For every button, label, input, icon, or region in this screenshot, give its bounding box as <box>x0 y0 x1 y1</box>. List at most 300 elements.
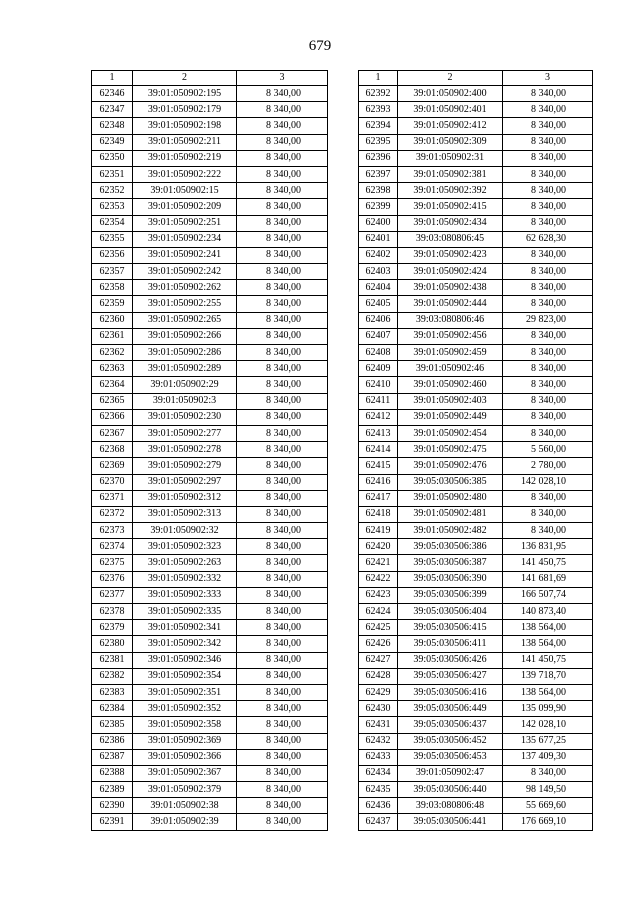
row-number: 62401 <box>359 231 398 247</box>
cadastral-number: 39:05:030506:415 <box>398 620 503 636</box>
cadastral-value: 8 340,00 <box>237 636 328 652</box>
cadastral-number: 39:01:050902:46 <box>398 361 503 377</box>
row-number: 62396 <box>359 150 398 166</box>
cadastral-number: 39:01:050902:209 <box>133 199 237 215</box>
cadastral-value: 8 340,00 <box>503 328 593 344</box>
table-row <box>359 393 593 409</box>
table-row <box>359 361 593 377</box>
cadastral-value: 8 340,00 <box>503 523 593 539</box>
table-row <box>92 377 328 393</box>
row-number: 62352 <box>92 183 133 199</box>
table-row <box>359 684 593 700</box>
table-row <box>92 345 328 361</box>
row-number: 62385 <box>92 717 133 733</box>
cadastral-number: 39:01:050902:379 <box>133 782 237 798</box>
cadastral-number: 39:01:050902:198 <box>133 118 237 134</box>
cadastral-value: 8 340,00 <box>237 264 328 280</box>
table-row <box>92 555 328 571</box>
cadastral-value: 8 340,00 <box>237 733 328 749</box>
cadastral-value: 8 340,00 <box>237 458 328 474</box>
row-number: 62363 <box>92 361 133 377</box>
table-row <box>92 636 328 652</box>
cadastral-number: 39:03:080806:48 <box>398 798 503 814</box>
cadastral-number: 39:01:050902:459 <box>398 345 503 361</box>
cadastral-value: 98 149,50 <box>503 782 593 798</box>
cadastral-value: 8 340,00 <box>237 150 328 166</box>
table-row <box>92 361 328 377</box>
table-row <box>92 231 328 247</box>
table-row <box>359 587 593 603</box>
table-row <box>359 102 593 118</box>
row-number: 62359 <box>92 296 133 312</box>
cadastral-value: 8 340,00 <box>503 296 593 312</box>
row-number: 62347 <box>92 102 133 118</box>
cadastral-value: 8 340,00 <box>503 506 593 522</box>
cadastral-number: 39:01:050902:277 <box>133 425 237 441</box>
row-number: 62364 <box>92 377 133 393</box>
table-row <box>359 539 593 555</box>
cadastral-value: 8 340,00 <box>237 684 328 700</box>
row-number: 62388 <box>92 765 133 781</box>
cadastral-number: 39:01:050902:222 <box>133 166 237 182</box>
row-number: 62416 <box>359 474 398 490</box>
cadastral-value: 8 340,00 <box>503 393 593 409</box>
cadastral-value: 8 340,00 <box>237 652 328 668</box>
cadastral-number: 39:05:030506:399 <box>398 587 503 603</box>
cadastral-number: 39:01:050902:333 <box>133 587 237 603</box>
cadastral-number: 39:01:050902:47 <box>398 765 503 781</box>
cadastral-number: 39:01:050902:415 <box>398 199 503 215</box>
table-row <box>359 183 593 199</box>
table-row <box>92 442 328 458</box>
row-number: 62391 <box>92 814 133 830</box>
row-number: 62395 <box>359 134 398 150</box>
cadastral-number: 39:05:030506:385 <box>398 474 503 490</box>
table-row <box>92 733 328 749</box>
cadastral-value: 8 340,00 <box>237 312 328 328</box>
row-number: 62420 <box>359 539 398 555</box>
cadastral-value: 139 718,70 <box>503 668 593 684</box>
table-row <box>359 765 593 781</box>
row-number: 62414 <box>359 442 398 458</box>
row-number: 62410 <box>359 377 398 393</box>
page-number: 679 <box>308 38 332 54</box>
table-row <box>92 684 328 700</box>
cadastral-number: 39:01:050902:3 <box>133 393 237 409</box>
cadastral-number: 39:01:050902:219 <box>133 150 237 166</box>
cadastral-value: 8 340,00 <box>237 361 328 377</box>
cadastral-value: 8 340,00 <box>503 247 593 263</box>
cadastral-value: 29 823,00 <box>503 312 593 328</box>
table-row <box>359 798 593 814</box>
table-row <box>359 717 593 733</box>
cadastral-value: 62 628,30 <box>503 231 593 247</box>
table-row <box>92 765 328 781</box>
cadastral-value: 8 340,00 <box>237 345 328 361</box>
row-number: 62412 <box>359 409 398 425</box>
cadastral-value: 8 340,00 <box>503 215 593 231</box>
cadastral-value: 8 340,00 <box>237 765 328 781</box>
cadastral-value: 8 340,00 <box>237 166 328 182</box>
row-number: 62346 <box>92 86 133 102</box>
cadastral-value: 8 340,00 <box>237 539 328 555</box>
row-number: 62367 <box>92 425 133 441</box>
table-row <box>92 215 328 231</box>
table-row <box>359 166 593 182</box>
cadastral-value: 55 669,60 <box>503 798 593 814</box>
row-number: 62376 <box>92 571 133 587</box>
table-row <box>92 587 328 603</box>
cadastral-number: 39:03:080806:46 <box>398 312 503 328</box>
row-number: 62379 <box>92 620 133 636</box>
table-row <box>92 474 328 490</box>
cadastral-value: 8 340,00 <box>503 118 593 134</box>
row-number: 62397 <box>359 166 398 182</box>
table-row <box>92 749 328 765</box>
row-number: 62435 <box>359 782 398 798</box>
row-number: 62392 <box>359 86 398 102</box>
table-row <box>92 458 328 474</box>
table-row <box>92 199 328 215</box>
row-number: 62366 <box>92 409 133 425</box>
cadastral-value: 135 099,90 <box>503 701 593 717</box>
cadastral-value: 8 340,00 <box>237 474 328 490</box>
table-row <box>92 652 328 668</box>
cadastral-value: 8 340,00 <box>503 86 593 102</box>
cadastral-value: 8 340,00 <box>237 377 328 393</box>
cadastral-value: 5 560,00 <box>503 442 593 458</box>
table-row <box>92 490 328 506</box>
table-row <box>359 134 593 150</box>
row-number: 62349 <box>92 134 133 150</box>
table-row <box>359 814 593 830</box>
row-number: 62386 <box>92 733 133 749</box>
table-row <box>92 506 328 522</box>
table-row <box>359 474 593 490</box>
row-number: 62433 <box>359 749 398 765</box>
cadastral-number: 39:01:050902:341 <box>133 620 237 636</box>
cadastral-value: 8 340,00 <box>503 345 593 361</box>
cadastral-value: 142 028,10 <box>503 474 593 490</box>
cadastral-number: 39:01:050902:454 <box>398 425 503 441</box>
cadastral-value: 8 340,00 <box>237 668 328 684</box>
row-number: 62384 <box>92 701 133 717</box>
row-number: 62372 <box>92 506 133 522</box>
cadastral-value: 138 564,00 <box>503 636 593 652</box>
cadastral-number: 39:01:050902:438 <box>398 280 503 296</box>
cadastral-value: 8 340,00 <box>237 523 328 539</box>
row-number: 62422 <box>359 571 398 587</box>
row-number: 62387 <box>92 749 133 765</box>
row-number: 62356 <box>92 247 133 263</box>
cadastral-number: 39:01:050902:230 <box>133 409 237 425</box>
cadastral-value: 8 340,00 <box>237 782 328 798</box>
row-number: 62400 <box>359 215 398 231</box>
table-row <box>92 782 328 798</box>
row-number: 62425 <box>359 620 398 636</box>
cadastral-number: 39:05:030506:404 <box>398 604 503 620</box>
table-row <box>92 134 328 150</box>
row-number: 62374 <box>92 539 133 555</box>
cadastral-value: 8 340,00 <box>237 231 328 247</box>
row-number: 62405 <box>359 296 398 312</box>
column-header-number: 1 <box>92 71 133 86</box>
cadastral-number: 39:01:050902:401 <box>398 102 503 118</box>
row-number: 62348 <box>92 118 133 134</box>
row-number: 62362 <box>92 345 133 361</box>
cadastral-number: 39:01:050902:392 <box>398 183 503 199</box>
row-number: 62365 <box>92 393 133 409</box>
cadastral-number: 39:01:050902:234 <box>133 231 237 247</box>
cadastral-number: 39:05:030506:437 <box>398 717 503 733</box>
row-number: 62408 <box>359 345 398 361</box>
cadastral-value: 8 340,00 <box>237 102 328 118</box>
cadastral-table-left <box>91 70 328 831</box>
cadastral-value: 8 340,00 <box>237 86 328 102</box>
row-number: 62382 <box>92 668 133 684</box>
row-number: 62381 <box>92 652 133 668</box>
row-number: 62393 <box>359 102 398 118</box>
cadastral-number: 39:01:050902:449 <box>398 409 503 425</box>
table-row <box>359 571 593 587</box>
cadastral-number: 39:01:050902:460 <box>398 377 503 393</box>
table-row <box>92 102 328 118</box>
row-number: 62415 <box>359 458 398 474</box>
table-row <box>92 604 328 620</box>
cadastral-number: 39:03:080806:45 <box>398 231 503 247</box>
table-row <box>359 150 593 166</box>
table-row <box>359 231 593 247</box>
cadastral-number: 39:01:050902:480 <box>398 490 503 506</box>
cadastral-number: 39:01:050902:265 <box>133 312 237 328</box>
cadastral-value: 136 831,95 <box>503 539 593 555</box>
table-row <box>92 668 328 684</box>
cadastral-number: 39:01:050902:279 <box>133 458 237 474</box>
table-row <box>359 652 593 668</box>
table-row <box>92 620 328 636</box>
cadastral-number: 39:01:050902:266 <box>133 328 237 344</box>
cadastral-value: 8 340,00 <box>237 555 328 571</box>
column-header-value: 3 <box>503 71 593 86</box>
row-number: 62432 <box>359 733 398 749</box>
cadastral-number: 39:01:050902:335 <box>133 604 237 620</box>
cadastral-value: 8 340,00 <box>503 280 593 296</box>
cadastral-value: 8 340,00 <box>237 409 328 425</box>
cadastral-value: 8 340,00 <box>503 409 593 425</box>
table-row <box>359 458 593 474</box>
cadastral-value: 135 677,25 <box>503 733 593 749</box>
table-header-row <box>92 71 328 86</box>
cadastral-number: 39:05:030506:386 <box>398 539 503 555</box>
cadastral-value: 8 340,00 <box>237 587 328 603</box>
cadastral-value: 8 340,00 <box>503 166 593 182</box>
table-row <box>92 539 328 555</box>
row-number: 62418 <box>359 506 398 522</box>
row-number: 62398 <box>359 183 398 199</box>
table-row <box>92 328 328 344</box>
row-number: 62431 <box>359 717 398 733</box>
column-header-value: 3 <box>237 71 328 86</box>
cadastral-value: 8 340,00 <box>237 215 328 231</box>
cadastral-number: 39:01:050902:412 <box>398 118 503 134</box>
table-row <box>359 490 593 506</box>
table-row <box>92 86 328 102</box>
cadastral-number: 39:05:030506:390 <box>398 571 503 587</box>
cadastral-number: 39:01:050902:262 <box>133 280 237 296</box>
table-row <box>359 409 593 425</box>
cadastral-number: 39:01:050902:400 <box>398 86 503 102</box>
cadastral-number: 39:01:050902:351 <box>133 684 237 700</box>
table-row <box>359 523 593 539</box>
cadastral-number: 39:01:050902:381 <box>398 166 503 182</box>
cadastral-number: 39:01:050902:369 <box>133 733 237 749</box>
cadastral-number: 39:01:050902:332 <box>133 571 237 587</box>
row-number: 62358 <box>92 280 133 296</box>
table-row <box>359 636 593 652</box>
cadastral-value: 8 340,00 <box>503 765 593 781</box>
cadastral-number: 39:01:050902:312 <box>133 490 237 506</box>
cadastral-number: 39:01:050902:352 <box>133 701 237 717</box>
row-number: 62383 <box>92 684 133 700</box>
cadastral-number: 39:01:050902:242 <box>133 264 237 280</box>
table-row <box>92 264 328 280</box>
cadastral-value: 138 564,00 <box>503 684 593 700</box>
row-number: 62355 <box>92 231 133 247</box>
cadastral-number: 39:01:050902:297 <box>133 474 237 490</box>
cadastral-value: 8 340,00 <box>237 118 328 134</box>
cadastral-number: 39:01:050902:481 <box>398 506 503 522</box>
cadastral-number: 39:01:050902:424 <box>398 264 503 280</box>
table-row <box>359 506 593 522</box>
row-number: 62409 <box>359 361 398 377</box>
cadastral-value: 8 340,00 <box>237 798 328 814</box>
table-row <box>92 280 328 296</box>
row-number: 62437 <box>359 814 398 830</box>
table-row <box>92 296 328 312</box>
cadastral-value: 8 340,00 <box>237 442 328 458</box>
row-number: 62428 <box>359 668 398 684</box>
table-row <box>359 118 593 134</box>
cadastral-number: 39:01:050902:255 <box>133 296 237 312</box>
cadastral-number: 39:01:050902:195 <box>133 86 237 102</box>
cadastral-number: 39:01:050902:251 <box>133 215 237 231</box>
cadastral-number: 39:01:050902:32 <box>133 523 237 539</box>
cadastral-number: 39:01:050902:31 <box>398 150 503 166</box>
table-row <box>92 166 328 182</box>
row-number: 62350 <box>92 150 133 166</box>
cadastral-number: 39:01:050902:38 <box>133 798 237 814</box>
cadastral-number: 39:05:030506:427 <box>398 668 503 684</box>
row-number: 62430 <box>359 701 398 717</box>
cadastral-number: 39:01:050902:475 <box>398 442 503 458</box>
row-number: 62371 <box>92 490 133 506</box>
table-row <box>359 199 593 215</box>
table-row <box>359 701 593 717</box>
row-number: 62413 <box>359 425 398 441</box>
cadastral-value: 8 340,00 <box>237 183 328 199</box>
cadastral-value: 8 340,00 <box>237 814 328 830</box>
cadastral-value: 166 507,74 <box>503 587 593 603</box>
cadastral-number: 39:01:050902:342 <box>133 636 237 652</box>
table-row <box>359 264 593 280</box>
cadastral-value: 8 340,00 <box>237 393 328 409</box>
row-number: 62404 <box>359 280 398 296</box>
row-number: 62370 <box>92 474 133 490</box>
cadastral-value: 140 873,40 <box>503 604 593 620</box>
cadastral-value: 138 564,00 <box>503 620 593 636</box>
table-row <box>359 328 593 344</box>
cadastral-value: 141 450,75 <box>503 652 593 668</box>
cadastral-number: 39:01:050902:403 <box>398 393 503 409</box>
row-number: 62375 <box>92 555 133 571</box>
row-number: 62406 <box>359 312 398 328</box>
table-row <box>359 345 593 361</box>
column-header-cadastral: 2 <box>133 71 237 86</box>
table-row <box>359 668 593 684</box>
row-number: 62360 <box>92 312 133 328</box>
cadastral-number: 39:01:050902:367 <box>133 765 237 781</box>
table-row <box>359 620 593 636</box>
cadastral-value: 8 340,00 <box>503 150 593 166</box>
cadastral-number: 39:01:050902:211 <box>133 134 237 150</box>
table-row <box>92 247 328 263</box>
table-row <box>359 604 593 620</box>
cadastral-number: 39:01:050902:313 <box>133 506 237 522</box>
cadastral-value: 176 669,10 <box>503 814 593 830</box>
cadastral-number: 39:05:030506:416 <box>398 684 503 700</box>
cadastral-value: 8 340,00 <box>503 264 593 280</box>
cadastral-value: 142 028,10 <box>503 717 593 733</box>
table-row <box>359 782 593 798</box>
row-number: 62426 <box>359 636 398 652</box>
cadastral-value: 8 340,00 <box>237 280 328 296</box>
cadastral-number: 39:01:050902:289 <box>133 361 237 377</box>
cadastral-table-right <box>358 70 593 831</box>
table-row <box>92 717 328 733</box>
table-row <box>92 814 328 830</box>
cadastral-value: 8 340,00 <box>237 506 328 522</box>
row-number: 62380 <box>92 636 133 652</box>
cadastral-number: 39:05:030506:440 <box>398 782 503 798</box>
cadastral-value: 8 340,00 <box>237 134 328 150</box>
cadastral-number: 39:05:030506:411 <box>398 636 503 652</box>
row-number: 62407 <box>359 328 398 344</box>
cadastral-number: 39:01:050902:263 <box>133 555 237 571</box>
cadastral-value: 8 340,00 <box>237 717 328 733</box>
row-number: 62417 <box>359 490 398 506</box>
row-number: 62378 <box>92 604 133 620</box>
table-row <box>359 555 593 571</box>
table-row <box>359 247 593 263</box>
cadastral-number: 39:01:050902:366 <box>133 749 237 765</box>
row-number: 62436 <box>359 798 398 814</box>
cadastral-value: 8 340,00 <box>237 199 328 215</box>
table-row <box>359 733 593 749</box>
table-row <box>92 312 328 328</box>
cadastral-number: 39:01:050902:179 <box>133 102 237 118</box>
row-number: 62402 <box>359 247 398 263</box>
cadastral-number: 39:05:030506:426 <box>398 652 503 668</box>
table-row <box>359 296 593 312</box>
cadastral-value: 8 340,00 <box>237 490 328 506</box>
cadastral-value: 8 340,00 <box>503 425 593 441</box>
row-number: 62369 <box>92 458 133 474</box>
cadastral-number: 39:01:050902:323 <box>133 539 237 555</box>
table-row <box>92 393 328 409</box>
cadastral-number: 39:01:050902:286 <box>133 345 237 361</box>
cadastral-value: 8 340,00 <box>237 749 328 765</box>
table-row <box>92 571 328 587</box>
